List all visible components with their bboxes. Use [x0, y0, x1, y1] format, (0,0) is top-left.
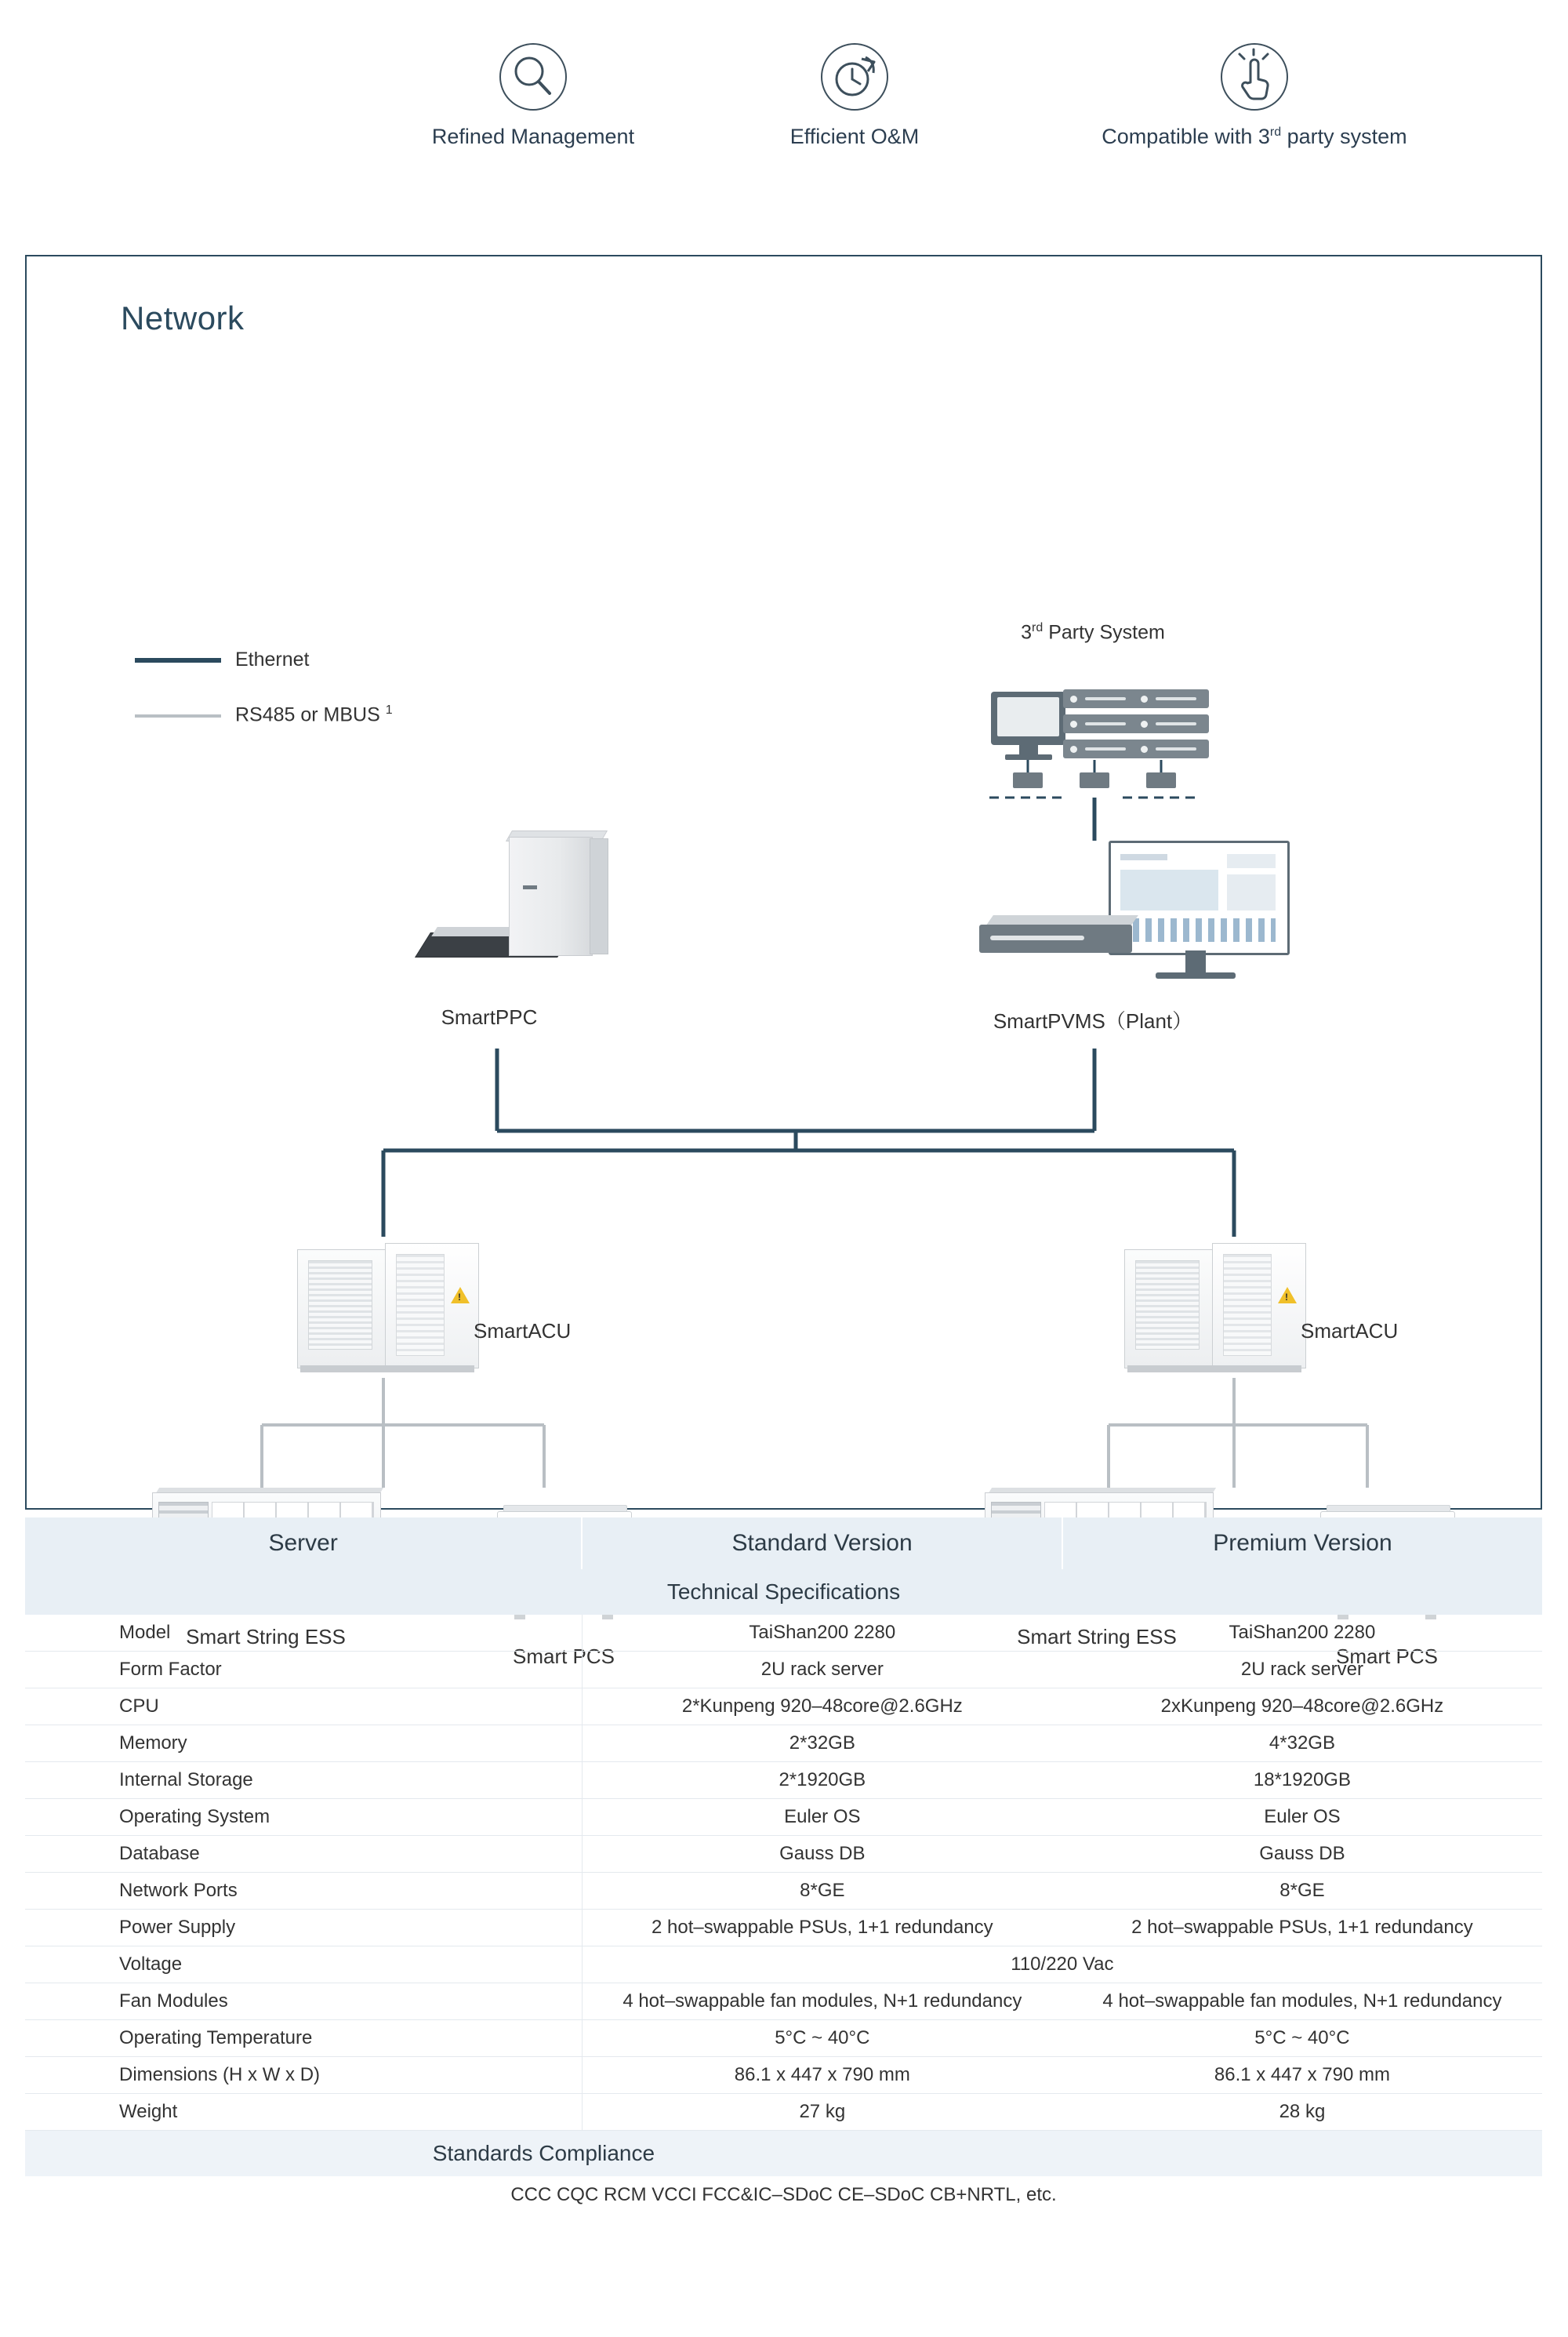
magnifier-icon: [499, 43, 567, 111]
clock-arrows-icon: [821, 43, 888, 111]
spec-key: Internal Storage: [25, 1762, 582, 1799]
acu-foot: [300, 1365, 474, 1372]
feature-label-tail: party system: [1281, 125, 1407, 148]
table-row: [25, 1725, 1542, 1762]
smartppc-body: [509, 837, 593, 956]
spec-table: [25, 1517, 1542, 2214]
table-row: [25, 2020, 1542, 2057]
legend-rs485-sup: 1: [385, 703, 393, 717]
acu-vents: [308, 1260, 372, 1350]
smartacu-left-art: [297, 1243, 477, 1372]
server-icon: [1063, 740, 1138, 758]
server-icon: [1063, 714, 1138, 733]
legend-ethernet-line: [135, 658, 221, 663]
table-row: [25, 1688, 1542, 1725]
table-row: [25, 1873, 1542, 1910]
feature-label-sup: rd: [1269, 125, 1282, 139]
acu-right-vents: [1223, 1254, 1272, 1356]
spec-section-compliance: [25, 2131, 1542, 2177]
spec-value-premium: 2xKunpeng 920–48core@2.6GHz: [1062, 1688, 1542, 1725]
legend-ethernet: [135, 649, 310, 671]
spec-value-premium: 28 kg: [1062, 2094, 1542, 2131]
spec-value-standard: 86.1 x 447 x 790 mm: [582, 2057, 1062, 2094]
spec-header-premium: Premium Version: [1062, 1517, 1542, 1569]
hand-click-icon-svg: [1222, 45, 1287, 109]
feature-efficient-om: [737, 43, 972, 149]
clock-arrows-icon-svg: [822, 45, 887, 109]
spec-key: Network Ports: [25, 1873, 582, 1910]
smartpvms-label: SmartPVMS（Plant）: [993, 1009, 1193, 1033]
table-row: [25, 1836, 1542, 1873]
feature-third-party-compatible: [1019, 43, 1490, 149]
monitor-chart-card: [1227, 874, 1276, 910]
spec-header-server: Server: [25, 1517, 582, 1569]
feature-label: Refined Management: [431, 125, 635, 148]
spec-value-standard: 4 hot–swappable fan modules, N+1 redundancy: [582, 1983, 1062, 2020]
spec-value-premium: 86.1 x 447 x 790 mm: [1062, 2057, 1542, 2094]
smartacu-left-label: SmartACU: [474, 1319, 572, 1343]
spec-key: Database: [25, 1836, 582, 1873]
spec-value-standard: 27 kg: [582, 2094, 1062, 2131]
monitor-chart-card: [1227, 854, 1276, 868]
monitor-chart-area: [1120, 870, 1218, 910]
table-row: [25, 1799, 1542, 1836]
monitor-chart-bar: [1120, 854, 1167, 860]
smart-pcs-left-label: Smart PCS: [512, 1645, 615, 1668]
legend-rs485-label: RS485 or MBUS: [235, 703, 386, 726]
spec-value-standard: 2*Kunpeng 920–48core@2.6GHz: [582, 1688, 1062, 1725]
spec-value-premium: 2 hot–swappable PSUs, 1+1 redundancy: [1062, 1910, 1542, 1946]
switch-icon: [1146, 772, 1176, 788]
spec-value-premium: 2U rack server: [1062, 1652, 1542, 1688]
warning-triangle-icon: [1278, 1287, 1297, 1303]
spec-key: Operating Temperature: [25, 2020, 582, 2057]
smart-pcs-right-label: Smart PCS: [1335, 1645, 1439, 1668]
table-row: [25, 1983, 1542, 2020]
spec-value-premium: Euler OS: [1062, 1799, 1542, 1836]
spec-value-standard: Euler OS: [582, 1799, 1062, 1836]
feature-label: [1019, 125, 1490, 149]
table-row: [25, 1910, 1542, 1946]
table-row: [25, 2176, 1542, 2214]
spec-value-premium: 4 hot–swappable fan modules, N+1 redundancy: [1062, 1983, 1542, 2020]
third-party-label-tail: Party System: [1043, 621, 1165, 644]
smartppc-side: [590, 838, 608, 954]
third-party-label-text: 3: [1021, 621, 1033, 644]
smartppc-handle: [523, 885, 537, 889]
spec-value-standard: 2U rack server: [582, 1652, 1062, 1688]
spec-compliance-title: Standards Compliance: [25, 2131, 1062, 2177]
desktop-screen: [997, 697, 1059, 736]
spec-value-premium: Gauss DB: [1062, 1836, 1542, 1873]
table-row: [25, 1652, 1542, 1688]
feature-refined-management: [368, 43, 698, 149]
spec-key: Form Factor: [25, 1652, 582, 1688]
third-party-system-label: [967, 621, 1218, 644]
smartppc-label: SmartPPC: [441, 1005, 538, 1029]
server-icon: [1134, 689, 1209, 708]
table-row: [25, 2057, 1542, 2094]
smartacu-right-label: SmartACU: [1301, 1319, 1399, 1343]
spec-value-premium: 8*GE: [1062, 1873, 1542, 1910]
hand-click-icon: [1221, 43, 1288, 111]
spec-key: Memory: [25, 1725, 582, 1762]
table-row: [25, 1762, 1542, 1799]
legend-ethernet-label: Ethernet: [235, 649, 310, 671]
switch-icon: [1080, 772, 1109, 788]
spec-key: Model: [25, 1615, 582, 1652]
spec-value-premium: 4*32GB: [1062, 1725, 1542, 1762]
desktop-base: [1005, 754, 1052, 760]
legend-rs485: [135, 703, 393, 726]
monitor-chart-bars: [1120, 918, 1276, 942]
switch-icon: [1013, 772, 1043, 788]
spec-value-standard: 8*GE: [582, 1873, 1062, 1910]
spec-header-standard: Standard Version: [582, 1517, 1062, 1569]
acu-right-vents: [396, 1254, 445, 1356]
feature-label: Efficient O&M: [789, 125, 920, 148]
table-row: [25, 2094, 1542, 2131]
legend-rs485-line: [135, 714, 221, 718]
spec-key: Fan Modules: [25, 1983, 582, 2020]
monitor-stand: [1185, 950, 1206, 974]
spec-table-header-row: [25, 1517, 1542, 1569]
desktop-stand: [1019, 745, 1038, 754]
smartacu-right-art: [1124, 1243, 1305, 1372]
spec-key: CPU: [25, 1688, 582, 1725]
feature-label-text: Compatible with 3: [1102, 125, 1270, 148]
spec-key: Power Supply: [25, 1910, 582, 1946]
spec-key: Dimensions (H x W x D): [25, 2057, 582, 2094]
spec-compliance-text: CCC CQC RCM VCCI FCC&IC–SDoC CE–SDoC CB+NRTL, etc.: [510, 2184, 1057, 2205]
spec-section-title: Technical Specifications: [25, 1569, 1542, 1615]
warning-triangle-icon: [451, 1287, 470, 1303]
spec-key: Voltage: [25, 1946, 582, 1983]
acu-vents: [1135, 1260, 1200, 1350]
spec-key: Operating System: [25, 1799, 582, 1836]
network-title: Network: [121, 300, 245, 336]
magnifier-icon-svg: [501, 45, 565, 109]
spec-value-standard: 2 hot–swappable PSUs, 1+1 redundancy: [582, 1910, 1062, 1946]
spec-value-premium: 18*1920GB: [1062, 1762, 1542, 1799]
pvms-server-icon: [979, 925, 1132, 953]
spec-value-standard: Gauss DB: [582, 1836, 1062, 1873]
server-icon: [1134, 740, 1209, 758]
spec-compliance-title-spacer: [1062, 2131, 1542, 2177]
third-party-label-sup: rd: [1032, 621, 1044, 634]
spec-value-standard: 5°C ~ 40°C: [582, 2020, 1062, 2057]
spec-key: Weight: [25, 2094, 582, 2131]
monitor-icon: [1109, 841, 1290, 955]
spec-value-standard: TaiShan200 2280: [582, 1615, 1062, 1652]
table-row: [25, 1615, 1542, 1652]
smart-string-ess-right-label: Smart String ESS: [1017, 1625, 1177, 1648]
monitor-base: [1156, 972, 1236, 979]
spec-value-premium: TaiShan200 2280: [1062, 1615, 1542, 1652]
spec-value-shared: 110/220 Vac: [582, 1946, 1542, 1983]
spec-value-standard: 2*1920GB: [582, 1762, 1062, 1799]
feature-row: [235, 43, 1411, 216]
spec-value-standard: 2*32GB: [582, 1725, 1062, 1762]
spec-section-technical: [25, 1569, 1542, 1615]
table-row: [25, 1946, 1542, 1983]
server-icon: [1134, 714, 1209, 733]
smart-string-ess-left-label: Smart String ESS: [186, 1625, 346, 1648]
spec-value-premium: 5°C ~ 40°C: [1062, 2020, 1542, 2057]
server-icon: [1063, 689, 1138, 708]
acu-foot: [1127, 1365, 1301, 1372]
